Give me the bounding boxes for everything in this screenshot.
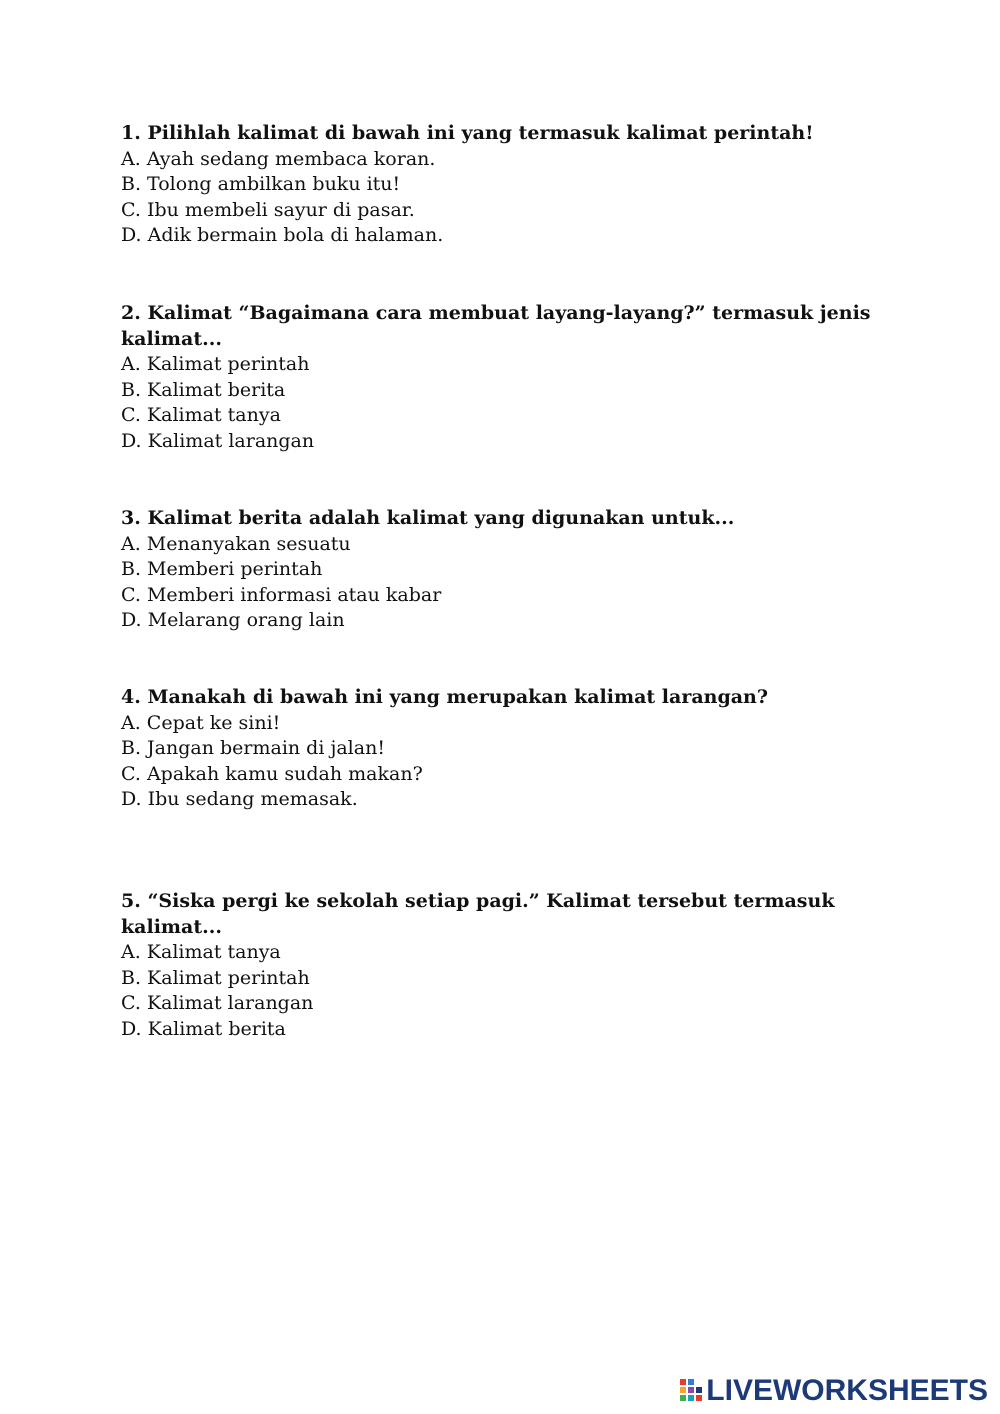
question-5-option-a: A. Kalimat tanya bbox=[121, 941, 281, 964]
question-3-title: 3. Kalimat berita adalah kalimat yang digunakan untuk... bbox=[121, 507, 735, 529]
question-2-option-d: D. Kalimat larangan bbox=[121, 429, 315, 452]
question-4-option-a: A. Cepat ke sini! bbox=[121, 711, 281, 734]
question-2 bbox=[121, 301, 901, 455]
question-4-option-d: D. Ibu sedang memasak. bbox=[121, 788, 358, 811]
question-1-option-b: B. Tolong ambilkan buku itu! bbox=[121, 173, 401, 196]
question-4 bbox=[121, 685, 901, 813]
question-1-option-a: A. Ayah sedang membaca koran. bbox=[121, 147, 436, 170]
question-1 bbox=[121, 121, 901, 249]
liveworksheets-wordmark: LIVEWORKSHEETS bbox=[706, 1374, 988, 1407]
question-5-option-b: B. Kalimat perintah bbox=[121, 966, 310, 989]
question-1-title: 1. Pilihlah kalimat di bawah ini yang termasuk kalimat perintah! bbox=[121, 122, 814, 144]
question-2-option-a: A. Kalimat perintah bbox=[121, 353, 310, 376]
question-4-title: 4. Manakah di bawah ini yang merupakan kalimat larangan? bbox=[121, 686, 769, 708]
question-2-title: 2. Kalimat “Bagaimana cara membuat layang-layang?” termasuk jenis kalimat... bbox=[121, 302, 871, 350]
question-4-option-c: C. Apakah kamu sudah makan? bbox=[121, 762, 423, 785]
question-5-option-d: D. Kalimat berita bbox=[121, 1017, 286, 1040]
question-3-option-d: D. Melarang orang lain bbox=[121, 609, 345, 632]
question-2-option-c: C. Kalimat tanya bbox=[121, 404, 281, 427]
question-3-option-a: A. Menanyakan sesuatu bbox=[121, 532, 351, 555]
question-1-option-d: D. Adik bermain bola di halaman. bbox=[121, 224, 444, 247]
question-2-option-b: B. Kalimat berita bbox=[121, 378, 286, 401]
question-5 bbox=[121, 889, 901, 1043]
question-1-option-c: C. Ibu membeli sayur di pasar. bbox=[121, 198, 415, 221]
question-3 bbox=[121, 506, 901, 634]
question-5-title: 5. “Siska pergi ke sekolah setiap pagi.” Kalimat tersebut termasuk kalimat... bbox=[121, 890, 835, 938]
question-5-option-c: C. Kalimat larangan bbox=[121, 992, 314, 1015]
question-4-option-b: B. Jangan bermain di jalan! bbox=[121, 737, 385, 760]
liveworksheets-brand bbox=[680, 1374, 988, 1408]
question-3-option-c: C. Memberi informasi atau kabar bbox=[121, 583, 442, 606]
liveworksheets-logo-icon bbox=[680, 1379, 702, 1403]
question-3-option-b: B. Memberi perintah bbox=[121, 558, 323, 581]
